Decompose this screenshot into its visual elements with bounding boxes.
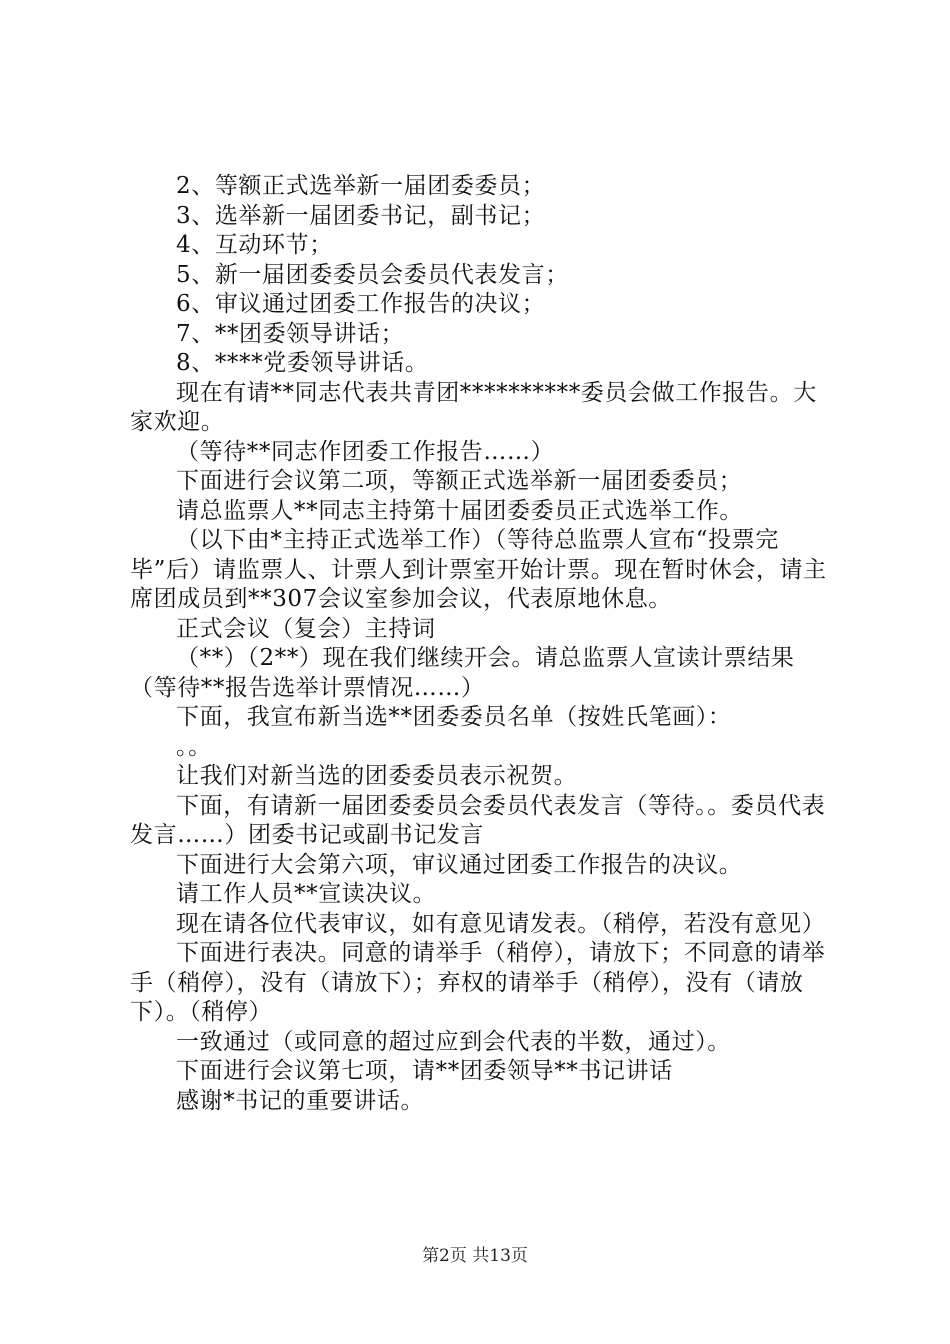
paragraph-vote: 下面进行表决。同意的请举手（稍停），请放下；不同意的请举手（稍停），没有（请放下）；弃权的请举手（稍停），没有（请放下）。（稍停） xyxy=(130,940,826,1025)
list-item-2: 2、等额正式选举新一届团委委员； xyxy=(176,173,546,199)
paragraph-review: 现在请各位代表审议，如有意见请发表。（稍停，若没有意见） xyxy=(176,910,826,937)
paragraph-announce-list: 下面，我宣布新当选**团委委员名单（按姓氏笔画）： xyxy=(176,704,732,730)
paragraph-chief-scrutineer: 请总监票人**同志主持第十届团委委员正式选举工作。 xyxy=(176,497,743,524)
paragraph-passed: 一致通过（或同意的超过应到会代表的半数，通过）。 xyxy=(176,1028,731,1055)
paragraph-item-two: 下面进行会议第二项，等额正式选举新一届团委委员； xyxy=(176,468,743,494)
page-number-footer: 第2页 共13页 xyxy=(422,1246,528,1266)
list-item-7: 7、**团委领导讲话； xyxy=(176,320,405,347)
list-item-8: 8、****党委领导讲话。 xyxy=(176,350,429,376)
paragraph-count-result: （**）（2**）现在我们继续开会。请总监票人宣读计票结果（等待**报告选举计票情况……） xyxy=(130,645,795,701)
paragraph-member-speech: 下面，有请新一届团委委员会委员代表发言（等待。。委员代表发言……）团委书记或副书记发言 xyxy=(130,792,826,848)
document-body xyxy=(130,172,836,1116)
paragraph-congratulate: 让我们对新当选的团委委员表示祝贺。 xyxy=(176,763,578,789)
paragraph-item-seven: 下面进行会议第七项，请**团委领导**书记讲话 xyxy=(176,1058,673,1084)
paragraph-election-recess: （以下由*主持正式选举工作）（等待总监票人宣布“投票完毕”后）请监票人、计票人到计票室开始计票。现在暂时休会，请主席团成员到**307会议室参加会议，代表原地休息。 xyxy=(130,527,827,612)
list-item-5: 5、新一届团委委员会委员代表发言； xyxy=(176,261,569,288)
paragraph-item-six: 下面进行大会第六项，审议通过团委工作报告的决议。 xyxy=(176,851,743,878)
paragraph-resume-heading: 正式会议（复会）主持词 xyxy=(176,615,436,642)
list-item-6: 6、审议通过团委工作报告的决议； xyxy=(176,291,546,317)
list-item-4: 4、互动环节； xyxy=(176,232,333,258)
list-item-3: 3、选举新一届团委书记，副书记； xyxy=(176,202,546,229)
paragraph-read-resolution: 请工作人员**宣读决议。 xyxy=(176,881,437,907)
paragraph-waiting-report: （等待**同志作团委工作报告……） xyxy=(176,438,555,465)
paragraph-work-report: 现在有请**同志代表共青团**********委员会做工作报告。大家欢迎。 xyxy=(130,379,817,435)
paragraph-thanks: 感谢*书记的重要讲话。 xyxy=(176,1087,425,1114)
paragraph-ellipsis: 。。 xyxy=(176,733,212,760)
